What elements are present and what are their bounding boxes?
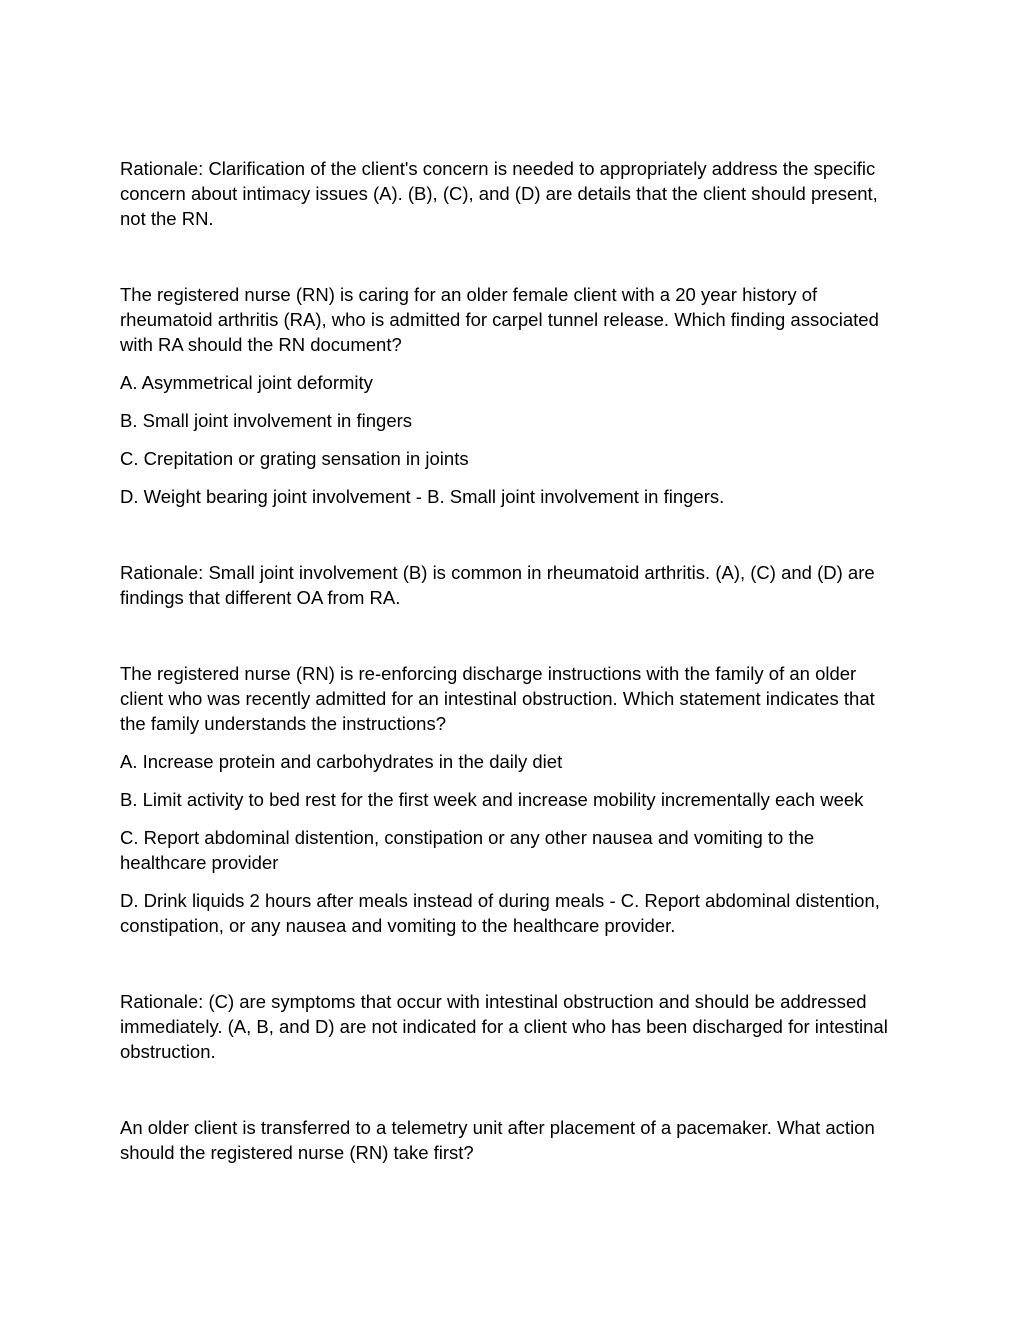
answer-option-c: C. Report abdominal distention, constipation or any other nausea and vomiting to the healthcare provider (120, 827, 815, 873)
answer-option-b: B. Limit activity to bed rest for the first week and increase mobility incrementally each week (120, 789, 864, 810)
answer-option-a: A. Asymmetrical joint deformity (120, 372, 373, 393)
rationale-paragraph: Rationale: Small joint involvement (B) is common in rheumatoid arthritis. (A), (C) and (D) are findings that different OA from RA. (120, 562, 875, 608)
question-paragraph: The registered nurse (RN) is caring for an older female client with a 20 year history of rheumatoid arthritis (RA), who is admitted for carpel tunnel release. Which finding associated with RA should the RN document? (120, 284, 879, 355)
document-page (120, 156, 890, 1165)
answer-option-b: B. Small joint involvement in fingers (120, 410, 413, 431)
question-paragraph: The registered nurse (RN) is re-enforcing discharge instructions with the family of an older client who was recently admitted for an intestinal obstruction. Which statement indicates that the family understands the instructions? (120, 663, 875, 734)
answer-option-d: D. Weight bearing joint involvement - B. Small joint involvement in fingers. (120, 486, 725, 507)
answer-option-d: D. Drink liquids 2 hours after meals instead of during meals - C. Report abdominal distention, constipation, or any nausea and vomiting to the healthcare provider. (120, 890, 880, 936)
rationale-paragraph: Rationale: (C) are symptoms that occur with intestinal obstruction and should be addressed immediately. (A, B, and D) are not indicated for a client who has been discharged for intestinal obstruction. (120, 991, 888, 1062)
answer-option-c: C. Crepitation or grating sensation in joints (120, 448, 469, 469)
rationale-paragraph: Rationale: Clarification of the client's concern is needed to appropriately address the specific concern about intimacy issues (A). (B), (C), and (D) are details that the client should present, not the RN. (120, 158, 878, 229)
question-paragraph: An older client is transferred to a telemetry unit after placement of a pacemaker. What action should the registered nurse (RN) take first? (120, 1117, 875, 1163)
answer-option-a: A. Increase protein and carbohydrates in the daily diet (120, 751, 563, 772)
